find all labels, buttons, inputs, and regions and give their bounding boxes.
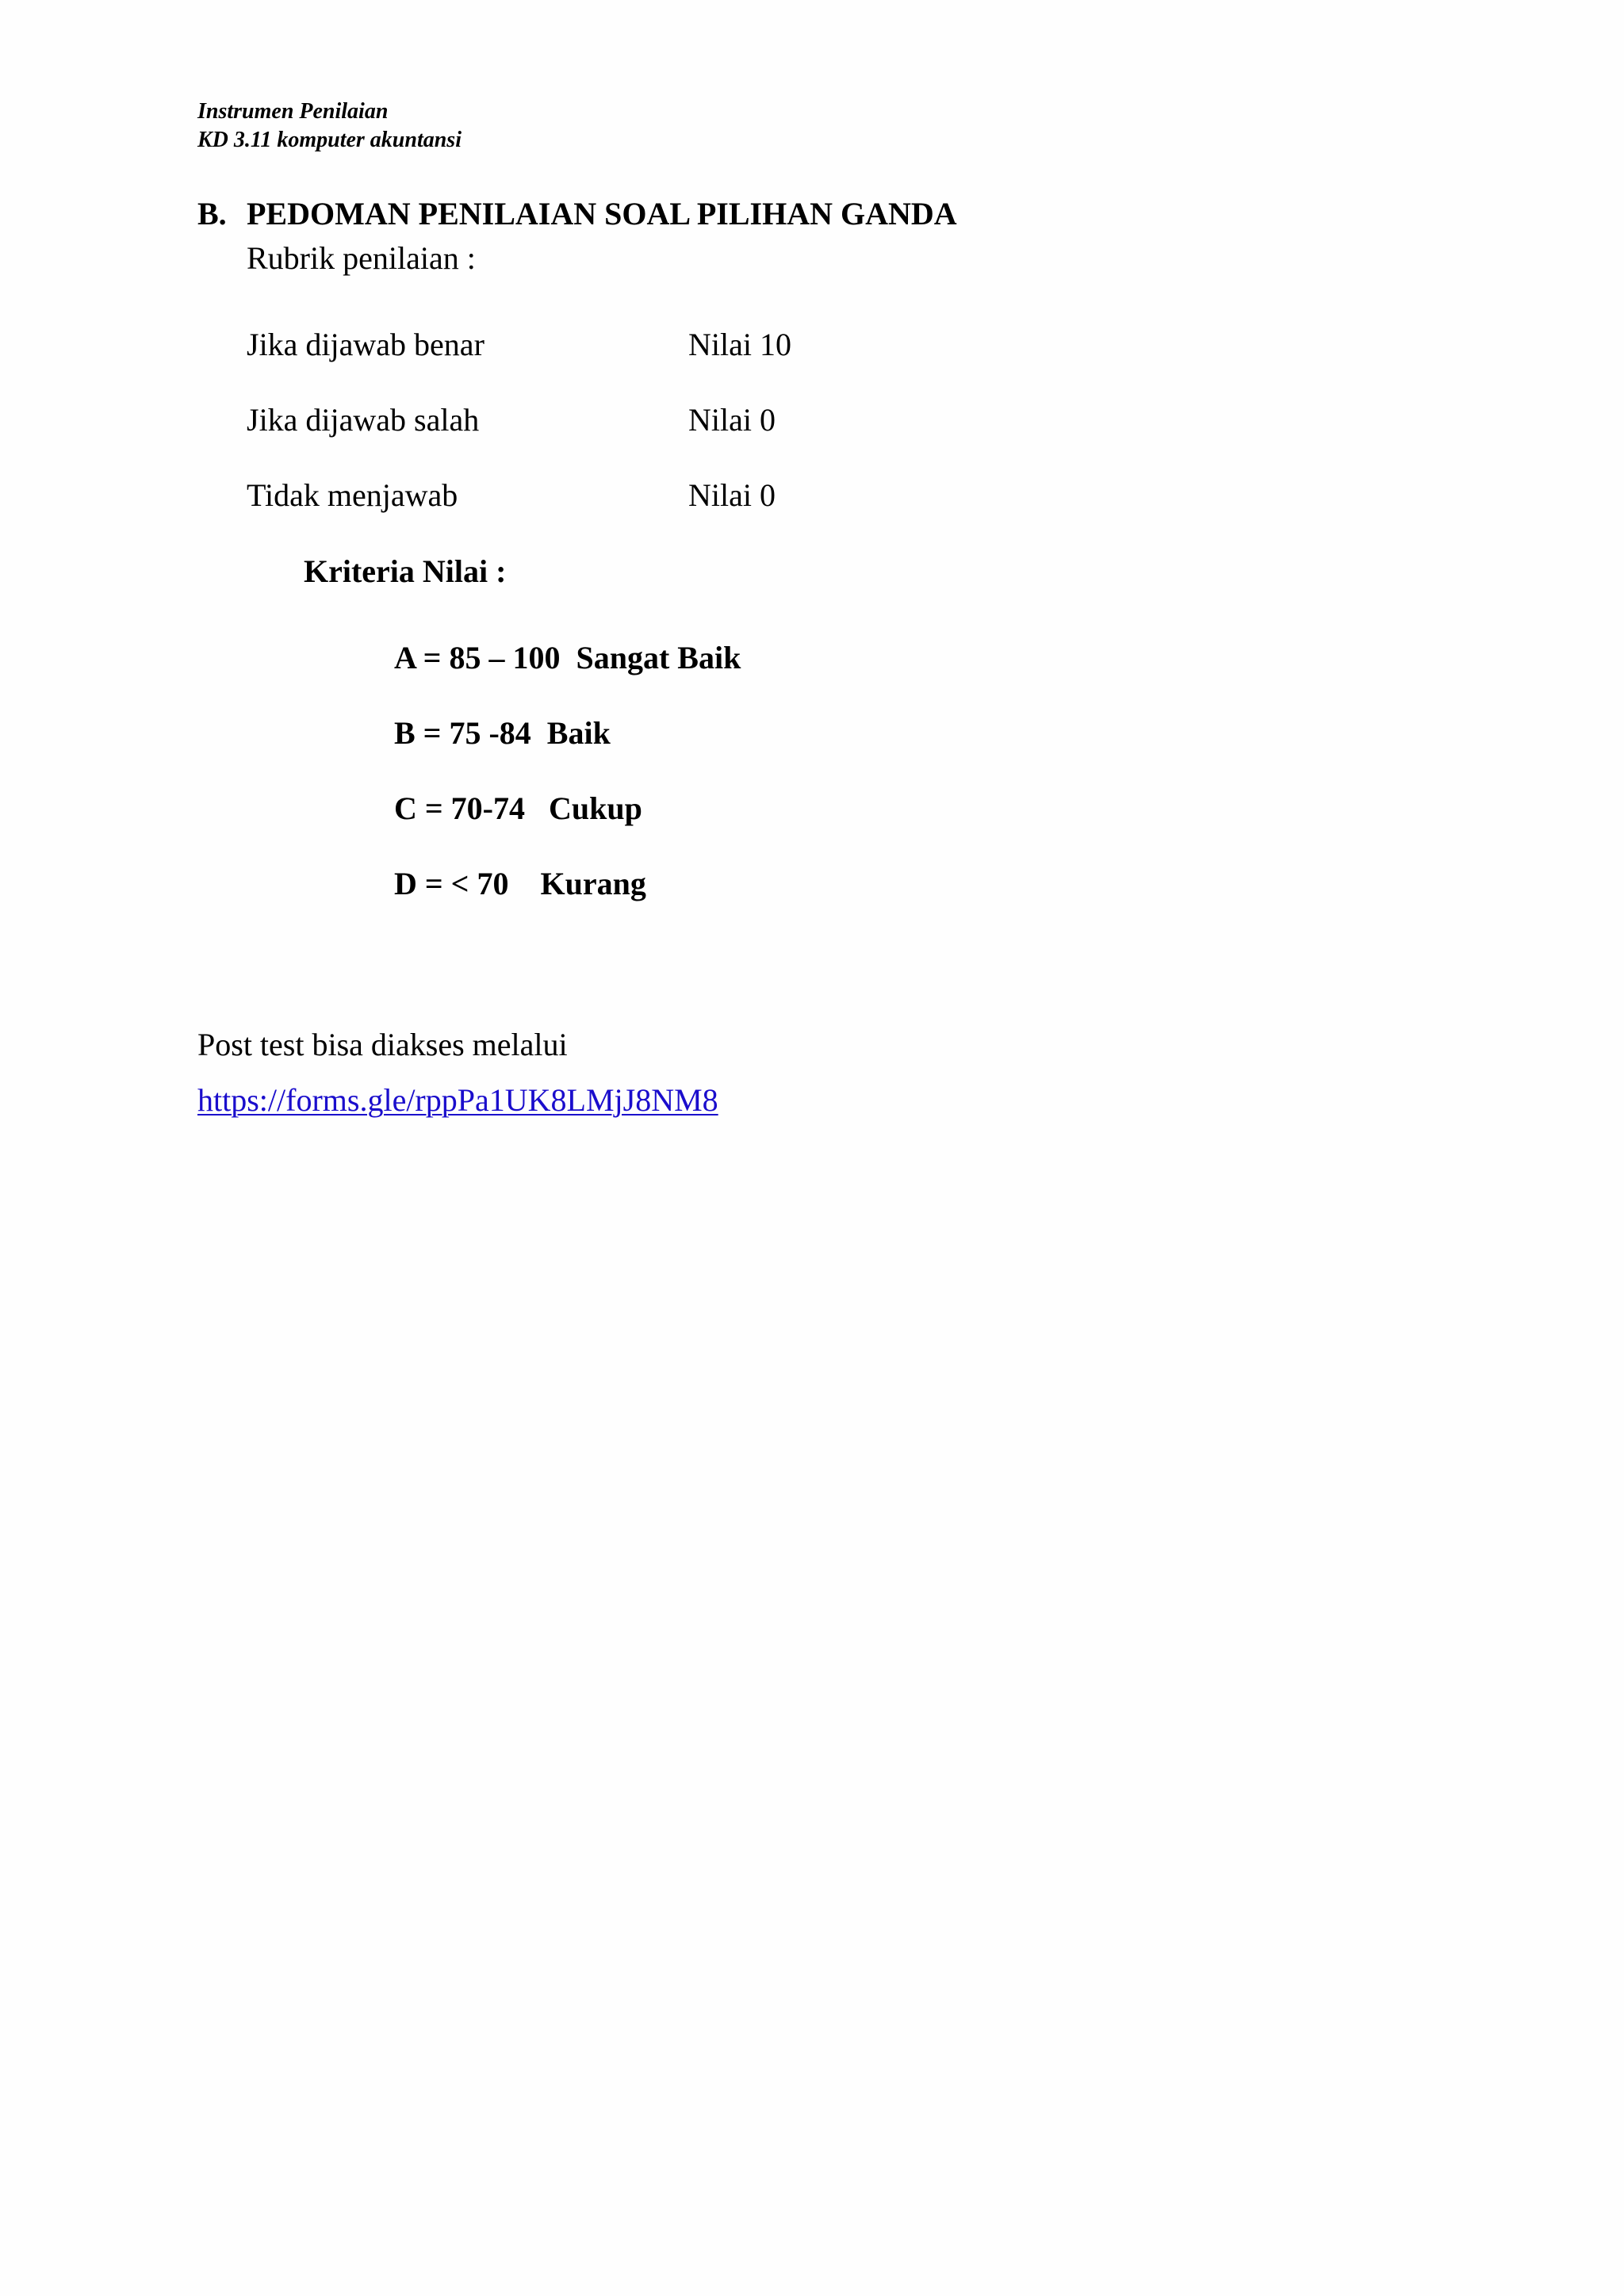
rubric-label: Rubrik penilaian :: [247, 240, 476, 276]
criteria-label: Baik: [546, 715, 611, 751]
criteria-label: Kurang: [540, 866, 646, 901]
section-heading: [197, 198, 957, 230]
header-subtitle: KD 3.11 komputer akuntansi: [197, 128, 462, 152]
criteria-item: [394, 790, 642, 826]
section-title: PEDOMAN PENILAIAN SOAL PILIHAN GANDA: [247, 196, 957, 232]
criteria-item: [394, 715, 611, 751]
criteria-range: D = < 70: [394, 866, 509, 901]
rubric-condition: Tidak menjawab: [247, 477, 458, 513]
criteria-item: [394, 642, 741, 674]
criteria-label: Sangat Baik: [576, 640, 741, 675]
criteria-range: C = 70-74: [394, 790, 525, 826]
post-test-text: Post test bisa diakses melalui: [197, 1027, 568, 1062]
criteria-heading: Kriteria Nilai :: [304, 553, 507, 589]
rubric-score: Nilai 0: [688, 402, 776, 438]
criteria-label: Cukup: [549, 790, 642, 826]
criteria-range: A = 85 – 100: [394, 640, 561, 675]
header-title: Instrumen Penilaian: [197, 99, 389, 124]
rubric-score: Nilai 0: [688, 477, 776, 513]
section-letter: B.: [197, 196, 227, 232]
rubric-condition: Jika dijawab benar: [247, 327, 485, 362]
criteria-range: B = 75 -84: [394, 715, 531, 751]
rubric-score: Nilai 10: [688, 327, 791, 362]
rubric-condition: Jika dijawab salah: [247, 402, 480, 438]
criteria-item: [394, 868, 646, 900]
post-test-link[interactable]: https://forms.gle/rppPa1UK8LMjJ8NM8: [197, 1082, 718, 1118]
